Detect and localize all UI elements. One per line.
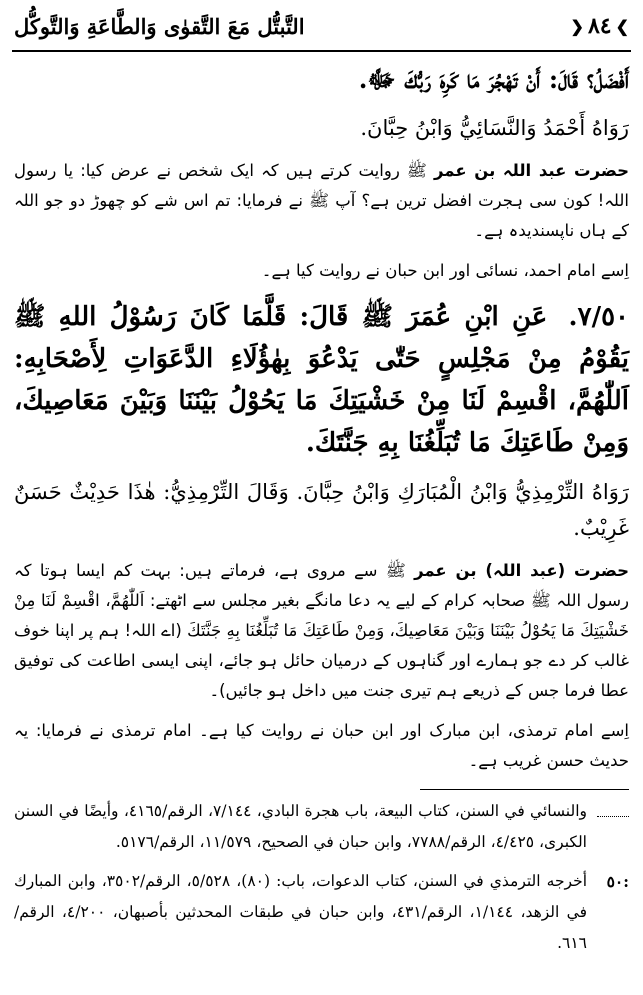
main-content	[14, 60, 629, 786]
footnote-1	[14, 796, 629, 858]
urdu-source-line-1: اِسے امام احمد، نسائی اور ابن حبان نے روایت کیا ہے۔	[261, 261, 629, 280]
running-title: التَّبتُّل مَعَ التَّقوٰى وَالطَّاعَةِ وَالتَّوكُّل	[14, 13, 305, 39]
footnote-rule	[420, 789, 629, 790]
arabic-hadith-50	[14, 296, 629, 464]
footnote-2-text: أخرجه الترمذي في السنن، كتاب الدعوات، باب: (٨٠)، ٥/٥٢٨، الرقم/٣٥٠٢، وابن المبارك في الزهد، ١/١٤٤، الرقم/٤٣١، وابن حبان في طبقات المحدثين بأصبهان، ٤/٢٠٠، الرقم/٦١٦.	[14, 872, 588, 952]
urdu-translation-2	[14, 556, 629, 706]
footnotes	[14, 796, 629, 967]
header-rule	[12, 50, 631, 52]
urdu-source-line-2: اِسے امام ترمذی، ابن مبارک اور ابن حبان نے روایت کیا ہے۔ امام ترمذی نے فرمایا: یہ حدیث حسن غریب ہے۔	[14, 721, 629, 770]
ornament-left-icon: ❮	[570, 16, 584, 36]
footnote-2-mark: :٥٠	[606, 872, 629, 891]
arabic-source-line: رَوَاهُ أَحْمَدُ وَالنَّسَائِيُّ وَابْنُ حِبَّانَ.	[360, 116, 629, 140]
urdu-narrator-name: حضرت عبد اللہ بن عمر	[434, 161, 629, 180]
page-number: ٨٤	[587, 13, 612, 39]
urdu-translation-text-2: ﷺ سے مروی ہے، فرماتے ہیں: بہت کم ایسا ہوتا کہ رسول اللہ ﷺ صحابہ کرام کے لیے یہ دعا مانگے بغیر مجلس سے اٹھتے: اَللّٰهُمَّ، اقْسِمْ لَنَا مِنْ خَشْيَتِكَ مَا يَحُوْلُ بَيْنَنَا وَبَيْنَ مَعَاصِيكَ، وَمِنْ طَاعَتِكَ مَا تُبَلِّغُنَا بِهِ جَنَّتَكَ (اے اللہ! ہم پر اپنا خوف غالب کر دے جو ہمارے اور گناہوں کے درمیان حائل ہو جائے، اپنی ایسی اطاعت کی توفیق عطا فرما جس کے ذریعے ہم تیری جنت میں داخل ہو جائیں)۔	[14, 561, 629, 700]
arabic-source-line-2: رَوَاهُ التِّرْمِذِيُّ وَابْنُ الْمُبَارَكِ وَابْنُ حِبَّانَ. وَقَالَ التِّرْمِذِيُّ: هٰذَا حَدِيْثٌ حَسَنٌ غَرِيْبٌ.	[14, 480, 629, 540]
footnote-1-text: والنسائي في السنن، كتاب البيعة، باب هجرة البادي، ٧/١٤٤، الرقم/٤١٦٥، وأيضًا في السنن الكبرى، ٤/٤٢٥، الرقم/٧٧٨٨، وابن حبان في الصحيح، ١١/٥٧٩، الرقم/٥١٧٦.	[14, 802, 587, 851]
urdu-translation-text: ﷺ روایت کرتے ہیں کہ ایک شخص نے عرض کیا: یا رسول اللہ! کون سی ہجرت افضل ترین ہے؟ آپ ﷺ نے فرمایا: تم اس شے کو چھوڑ دو جو اللہ کے ہاں ناپسندیدہ ہے۔	[14, 161, 629, 240]
ornament-right-icon: ❯	[615, 16, 629, 36]
arabic-hadith-text: عَنِ ابْنِ عُمَرَ ﷺ قَالَ: قَلَّمَا كَانَ رَسُوْلُ اللهِ ﷺ يَقُوْمُ مِنْ مَجْلِسٍ حَتّٰى يَدْعُوَ بِهٰؤُلَاءِ الدَّعَوَاتِ لِأَصْحَابِهِ: اَللّٰهُمَّ، اقْسِمْ لَنَا مِنْ خَشْيَتِكَ مَا يَحُوْلُ بَيْنَنَا وَبَيْنَ مَعَاصِيكَ، وَمِنْ طَاعَتِكَ مَا تُبَلِّغُنَا بِهِ جَنَّتَكَ.	[14, 302, 629, 458]
footnote-2	[14, 866, 629, 959]
urdu-translation-1	[14, 156, 629, 246]
arabic-hadith-ending: أَفْضَلُ؟ قَالَ: أَنْ تَهْجُرَ مَا كَرِهَ رَبُّكَ ﷻ.	[358, 65, 629, 94]
urdu-narrator-name-2: حضرت (عبد اللہ) بن عمر	[414, 561, 629, 580]
page-header	[14, 4, 629, 48]
hadith-number: ٧/٥٠.	[568, 302, 629, 332]
footnote-continuation-mark	[597, 802, 629, 817]
page-number-box	[571, 13, 629, 39]
